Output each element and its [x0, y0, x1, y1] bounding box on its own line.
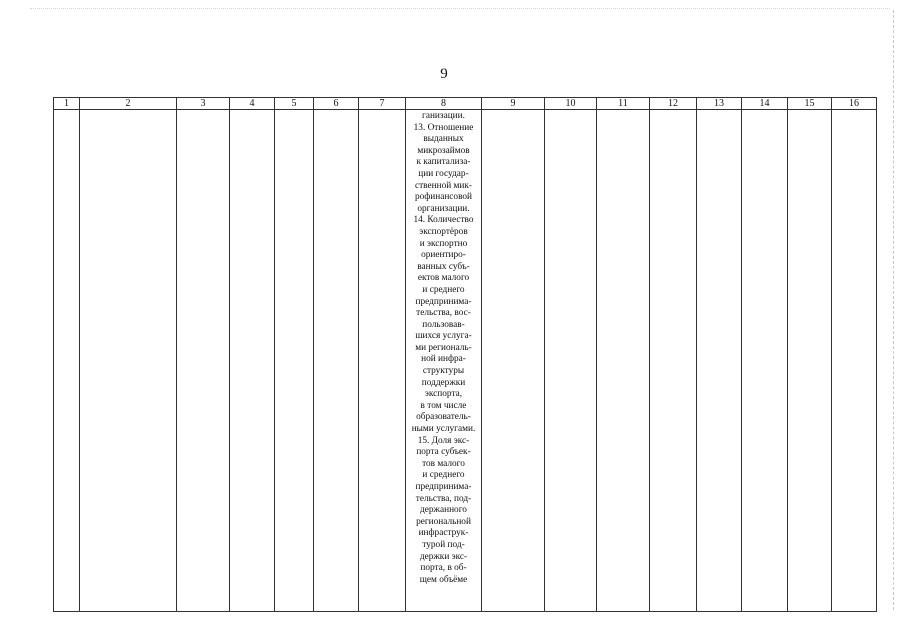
table-header-row [54, 98, 877, 110]
column-header: 7 [359, 98, 406, 110]
column-header: 14 [742, 98, 788, 110]
page-number: 9 [440, 66, 448, 82]
column-header: 1 [54, 98, 80, 110]
table-cell [359, 110, 406, 612]
column-header: 11 [597, 98, 650, 110]
table-cell [742, 110, 788, 612]
column-header: 15 [788, 98, 832, 110]
column-header: 3 [177, 98, 230, 110]
column-header: 12 [650, 98, 697, 110]
table-cell [650, 110, 697, 612]
column-header: 8 [406, 98, 482, 110]
table-cell [597, 110, 650, 612]
column-header: 9 [482, 98, 545, 110]
table-cell [80, 110, 177, 612]
column-header: 10 [545, 98, 597, 110]
scan-edge-top [30, 8, 890, 9]
table-cell [314, 110, 359, 612]
document-table [53, 97, 877, 612]
table-cell-indicators [406, 110, 482, 612]
table-cell [788, 110, 832, 612]
column-header: 5 [275, 98, 314, 110]
column-header: 6 [314, 98, 359, 110]
column-header: 2 [80, 98, 177, 110]
table-cell [545, 110, 597, 612]
table-cell [54, 110, 80, 612]
indicators-text: ганизации. 13. Отношение выданных микрозаймов к капитализа- ции государ- ственной мик- рофинансовой организации. 14. Количество экспортёров и экспортно ориентиро- ванных субъ- ектов малого и среднего предпринима- тельства, вос- пользовав- шихся услуга- ми региональ- ной инфра- структуры поддержки экспорта, в том числе образователь- ными услугами. 15. Доля экс- порта субъек- тов малого и среднего предпринима- тельства, под- держанного региональной инфраструк- турой под- держки экс- порта, в об- щем объёме [411, 111, 476, 585]
column-header: 4 [230, 98, 275, 110]
column-header: 16 [832, 98, 877, 110]
table-cell [230, 110, 275, 612]
scan-edge-right [893, 10, 894, 610]
table-cell [697, 110, 742, 612]
table-row [54, 110, 877, 612]
column-header: 13 [697, 98, 742, 110]
table-cell [482, 110, 545, 612]
table-cell [177, 110, 230, 612]
table-cell [275, 110, 314, 612]
table-cell [832, 110, 877, 612]
